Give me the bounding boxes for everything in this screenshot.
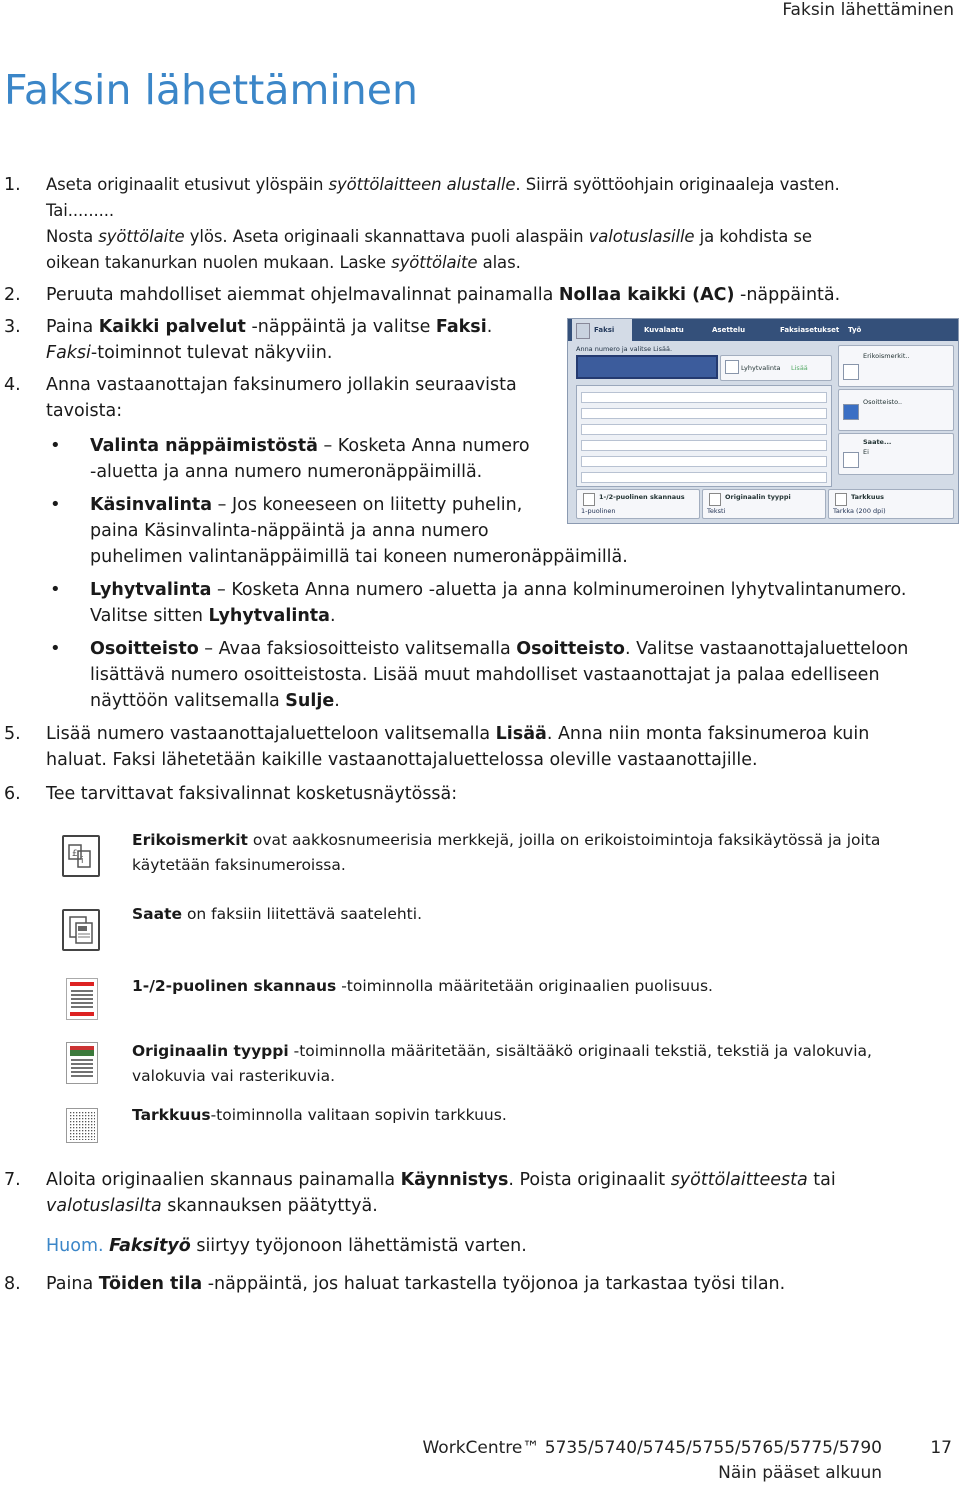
feature-special-characters-line-2: käytetään faksinumeroissa. bbox=[132, 856, 346, 874]
svg-text:£: £ bbox=[72, 849, 78, 859]
running-header: Faksin lähettäminen bbox=[782, 0, 954, 20]
step-2-text: Peruuta mahdolliset aiemmat ohjelmavalinnat painamalla Nollaa kaikki (AC) -näppäintä. bbox=[46, 285, 841, 305]
two-sided-scan-icon bbox=[583, 493, 595, 506]
tab-fax-options[interactable]: Faksiasetukset bbox=[780, 326, 840, 334]
bullet-keypad-line-1: Valinta näppäimistöstä – Kosketa Anna numero bbox=[90, 436, 530, 456]
bullet-dot: • bbox=[50, 494, 61, 515]
bullet-address-line-3: näyttöön valitsemalla Sulje. bbox=[90, 691, 340, 711]
svg-text:i: i bbox=[81, 856, 84, 866]
step-number: 1. bbox=[4, 175, 21, 195]
step-1-line-2: Tai......... bbox=[46, 201, 115, 220]
original-type-icon bbox=[66, 1042, 98, 1084]
step-number: 4. bbox=[4, 375, 21, 395]
special-characters-icon bbox=[62, 835, 100, 877]
step-7-line-1: Aloita originaalien skannaus painamalla Käynnistys. Poista originaalit syöttölaitteesta tai bbox=[46, 1170, 836, 1190]
step-3-line-2: Faksi-toiminnot tulevat näkyviin. bbox=[46, 343, 333, 363]
address-book-button[interactable]: Osoitteisto.. bbox=[838, 389, 954, 431]
bullet-keypad-line-2: -aluetta ja anna numero numeronäppäimillä. bbox=[90, 462, 483, 482]
step-5-line-2: haluat. Faksi lähetetään kaikille vastaanottajaluettelossa oleville vastaanottajille. bbox=[46, 750, 758, 770]
tab-job[interactable]: Työ bbox=[848, 326, 862, 334]
original-type-button[interactable]: Originaalin tyyppi Teksti bbox=[702, 489, 826, 519]
bullet-dot: • bbox=[50, 638, 61, 659]
speed-dial-button[interactable]: Lyhytvalinta Lisää bbox=[720, 355, 832, 381]
two-sided-scan-icon bbox=[66, 978, 98, 1020]
page-title: Faksin lähettäminen bbox=[4, 66, 418, 114]
fax-icon bbox=[576, 323, 590, 339]
bullet-address-line-1: Osoitteisto – Avaa faksiosoitteisto valitsemalla Osoitteisto. Valitse vastaanottajaluetteloon bbox=[90, 639, 909, 659]
step-6-text: Tee tarvittavat faksivalinnat kosketusnäytössä: bbox=[46, 784, 458, 804]
feature-special-characters-line-1: Erikoismerkit ovat aakkosnumeerisia merkkejä, joilla on erikoistoimintoja faksikäytössä ja joita bbox=[132, 831, 881, 849]
resolution-button[interactable]: Tarkkuus Tarkka (200 dpi) bbox=[828, 489, 954, 519]
step-number: 6. bbox=[4, 784, 21, 804]
feature-cover-sheet: Saate on faksiin liitettävä saatelehti. bbox=[132, 905, 422, 923]
cover-sheet-icon bbox=[843, 452, 859, 468]
step-4-line-2: tavoista: bbox=[46, 401, 123, 421]
bullet-manual-line-1: Käsinvalinta – Jos koneeseen on liitetty puhelin, bbox=[90, 495, 523, 515]
step-number: 3. bbox=[4, 317, 21, 337]
page-number: 17 bbox=[930, 1438, 952, 1458]
step-4-line-1: Anna vastaanottajan faksinumero jollakin seuraavista bbox=[46, 375, 517, 395]
enter-number-label: Anna numero ja valitse Lisää. bbox=[576, 345, 673, 353]
bullet-address-line-2: lisättävä numero osoitteistosta. Lisää muut mahdolliset vastaanottajat ja palaa edelliseen bbox=[90, 665, 880, 685]
feature-original-type-line-1: Originaalin tyyppi -toiminnolla määritetään, sisältääkö originaali tekstiä, tekstiä ja valokuvia, bbox=[132, 1042, 872, 1060]
tab-image-quality[interactable]: Kuvalaatu bbox=[644, 326, 684, 334]
step-1-line-4: oikean takanurkan nuolen mukaan. Laske syöttölaite alas. bbox=[46, 253, 521, 272]
step-8-text: Paina Töiden tila -näppäintä, jos haluat tarkastella työjonoa ja tarkastaa työsi tilan. bbox=[46, 1274, 786, 1294]
step-number: 2. bbox=[4, 285, 21, 305]
step-number: 7. bbox=[4, 1170, 21, 1190]
feature-two-sided-scan: 1-/2-puolinen skannaus -toiminnolla määritetään originaalien puolisuus. bbox=[132, 977, 713, 995]
bullet-dot: • bbox=[50, 435, 61, 456]
recipient-list[interactable] bbox=[576, 385, 832, 487]
step-1-line-1: Aseta originaalit etusivut ylöspäin syöttölaitteen alustalle. Siirrä syöttöohjain originaaleja vasten. bbox=[46, 175, 840, 194]
fax-tab-bar bbox=[568, 319, 958, 341]
feature-resolution: Tarkkuus-toiminnolla valitaan sopivin tarkkuus. bbox=[132, 1106, 507, 1124]
footer-product: WorkCentre™ 5735/5740/5745/5755/5765/5775/5790 bbox=[422, 1438, 882, 1458]
step-number: 5. bbox=[4, 724, 21, 744]
resolution-icon bbox=[66, 1108, 98, 1143]
note: Huom. Faksityö siirtyy työjonoon lähettämistä varten. bbox=[46, 1236, 527, 1256]
step-number: 8. bbox=[4, 1274, 21, 1294]
step-5-line-1: Lisää numero vastaanottajaluetteloon valitsemalla Lisää. Anna niin monta faksinumeroa kuin bbox=[46, 724, 870, 744]
special-characters-icon bbox=[843, 364, 859, 380]
fax-touchscreen-screenshot bbox=[567, 318, 959, 524]
tab-layout[interactable]: Asettelu bbox=[712, 326, 746, 334]
step-3-line-1: Paina Kaikki palvelut -näppäintä ja valitse Faksi. bbox=[46, 317, 493, 337]
step-1-line-3: Nosta syöttölaite ylös. Aseta originaali skannattava puoli alaspäin valotuslasille ja kohdista se bbox=[46, 227, 812, 246]
two-sided-scan-button[interactable]: 1-/2-puolinen skannaus 1-puolinen bbox=[576, 489, 700, 519]
footer-subtitle: Näin pääset alkuun bbox=[718, 1463, 882, 1483]
bullet-manual-line-2: paina Käsinvalinta-näppäintä ja anna numero bbox=[90, 521, 489, 541]
feature-original-type-line-2: valokuvia vai rasterikuvia. bbox=[132, 1067, 336, 1085]
original-type-icon bbox=[709, 493, 721, 506]
cover-sheet-button[interactable]: Saate... Ei bbox=[838, 433, 954, 475]
step-7-line-2: valotuslasilta skannauksen päätyttyä. bbox=[46, 1196, 378, 1216]
bullet-dot: • bbox=[50, 579, 61, 600]
enter-number-field[interactable] bbox=[576, 355, 718, 379]
bullet-speed-line-2: Valitse sitten Lyhytvalinta. bbox=[90, 606, 336, 626]
bullet-manual-line-3: puhelimen valintanäppäimillä tai koneen numeronäppäimillä. bbox=[90, 547, 628, 567]
address-book-icon bbox=[843, 404, 859, 420]
cover-sheet-icon bbox=[62, 909, 100, 951]
special-characters-button[interactable]: Erikoismerkit.. bbox=[838, 345, 954, 387]
tab-fax[interactable]: Faksi bbox=[572, 319, 632, 341]
checkbox-icon bbox=[725, 360, 739, 374]
bullet-speed-line-1: Lyhytvalinta – Kosketa Anna numero -aluetta ja anna kolminumeroinen lyhytvalintanumero. bbox=[90, 580, 907, 600]
resolution-icon bbox=[835, 493, 847, 506]
